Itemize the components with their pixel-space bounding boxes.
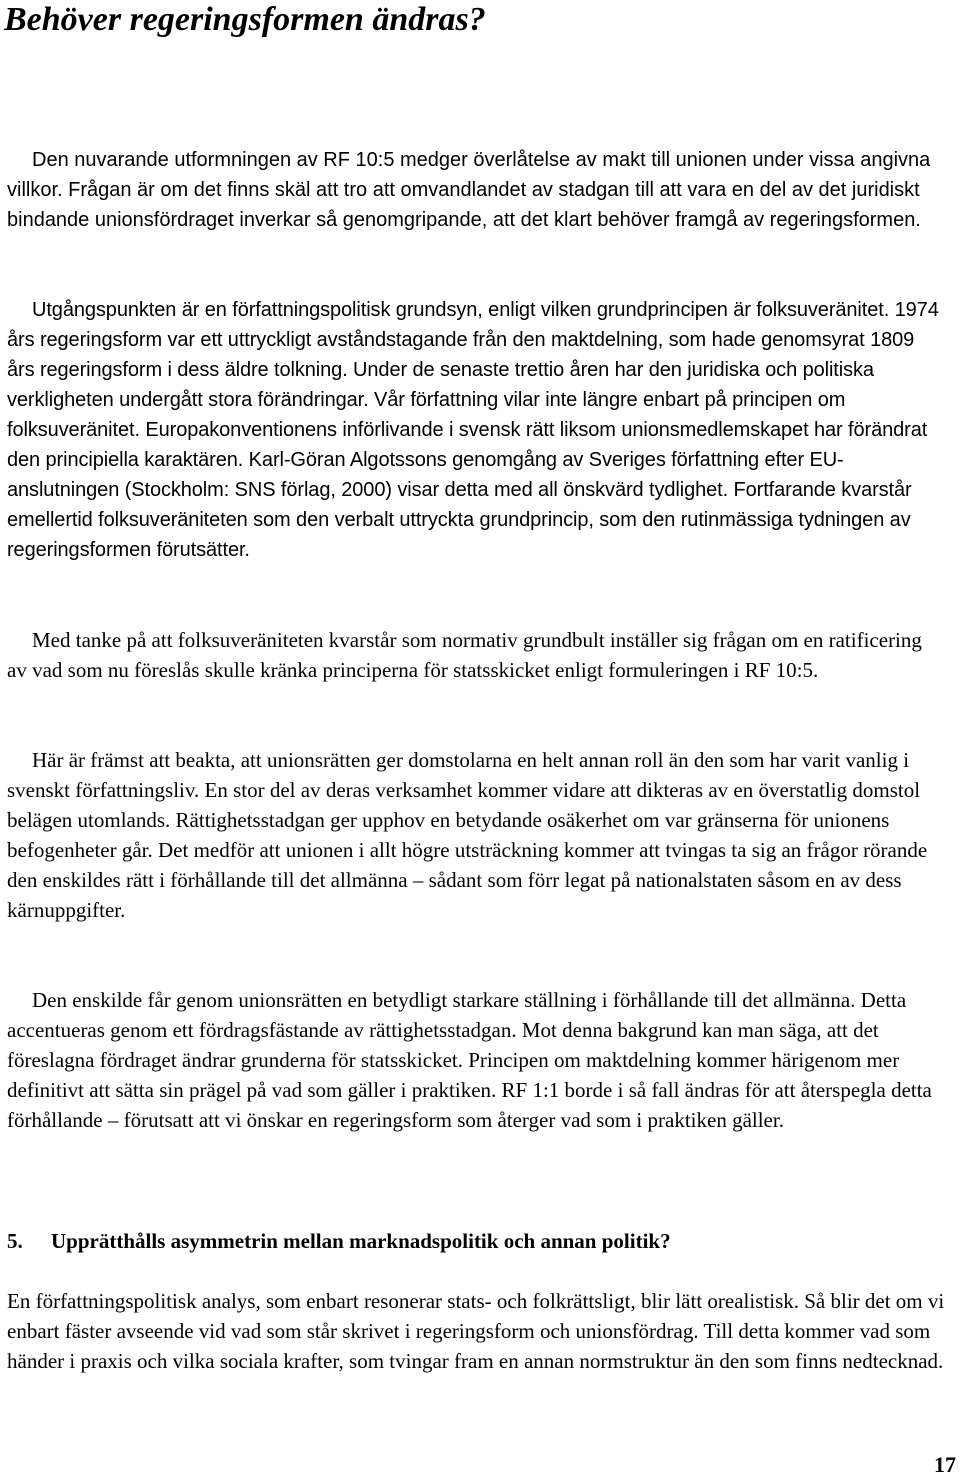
paragraph-4: Här är främst att beakta, att unionsrätten ger domstolarna en helt annan roll än den som har varit vanlig i svenskt författningsliv. En stor del av deras verksamhet kommer vidare att dikteras av en överstatlig domstol belägen utomlands. Rättighetsstadgan ger upphov en betydande osäkerhet om var gränserna för unionens befogenheter går. Det medför att unionen i allt högre utsträckning kommer att tvingas ta sig an frågor rörande den enskildes rätt i förhållande till det allmänna – sådant som förr legat på nationalstaten såsom en av dess kärnuppgifter. <box>7 748 928 922</box>
section-title: Upprätthålls asymmetrin mellan marknadspolitik och annan politik? <box>51 1229 671 1253</box>
paragraph-2: Utgångspunkten är en författningspolitisk grundsyn, enligt vilken grundprincipen är folksuveränitet. 1974 års regeringsform var ett uttryckligt avståndstagande från den maktdelning, som hade genomsyrat 1809 års regeringsform i dess äldre tolkning. Under de senaste trettio åren har den juridiska och politiska verkligheten undergått stora förändringar. Vår författning vilar inte längre enbart på principen om folksuveränitet. Europakonventionens införlivande i svensk rätt liksom unionsmedlemskapet har förändrat den principiella karaktären. Karl-Göran Algotssons genomgång av Sveriges författning efter EU-anslutningen (Stockholm: SNS förlag, 2000) visar detta med all önskvärd tydlighet. Fortfarande kvarstår emellertid folksuveräniteten som den verbalt uttryckta grundprincip, som den rutinmässiga tydningen av regeringsformen förutsätter. <box>7 299 939 561</box>
paragraph-1: Den nuvarande utformningen av RF 10:5 medger överlåtelse av makt till unionen under vissa angivna villkor. Frågan är om det finns skäl att tro att omvandlandet av stadgan till att vara en del av det juridiskt bindande unionsfördraget inverkar så genomgripande, att det klart behöver framgå av regeringsformen. <box>7 149 931 231</box>
page-number: 17 <box>934 1452 956 1477</box>
page-title: Behöver regeringsformen ändras? <box>4 1 486 38</box>
paragraph-3: Med tanke på att folksuveräniteten kvarstår som normativ grundbult inställer sig frågan om en ratificering av vad som nu föreslås skulle kränka principerna för statsskicket enligt formuleringen i RF 10:5. <box>7 628 922 682</box>
section-number: 5. <box>7 1229 23 1253</box>
section-heading <box>7 1226 671 1256</box>
paragraph-5: Den enskilde får genom unionsrätten en betydligt starkare ställning i förhållande till det allmänna. Detta accentueras genom ett fördragsfästande av rättighetsstadgan. Mot denna bakgrund kan man säga, att det föreslagna fördraget ändrar grunderna för statsskicket. Principen om maktdelning kommer härigenom mer definitivt att sätta sin prägel på vad som gäller i praktiken. RF 1:1 borde i så fall ändras för att återspegla detta förhållande – förutsatt att vi önskar en regeringsform som återger vad som i praktiken gäller. <box>7 988 932 1132</box>
paragraph-6: En författningspolitisk analys, som enbart resonerar stats- och folkrättsligt, blir lätt orealistisk. Så blir det om vi enbart fäster avseende vid vad som står skrivet i regeringsform och unionsfördrag. Till detta kommer vad som händer i praxis och vilka sociala krafter, som tvingar fram en annan normstruktur än den som finns nedtecknad. <box>7 1289 945 1373</box>
